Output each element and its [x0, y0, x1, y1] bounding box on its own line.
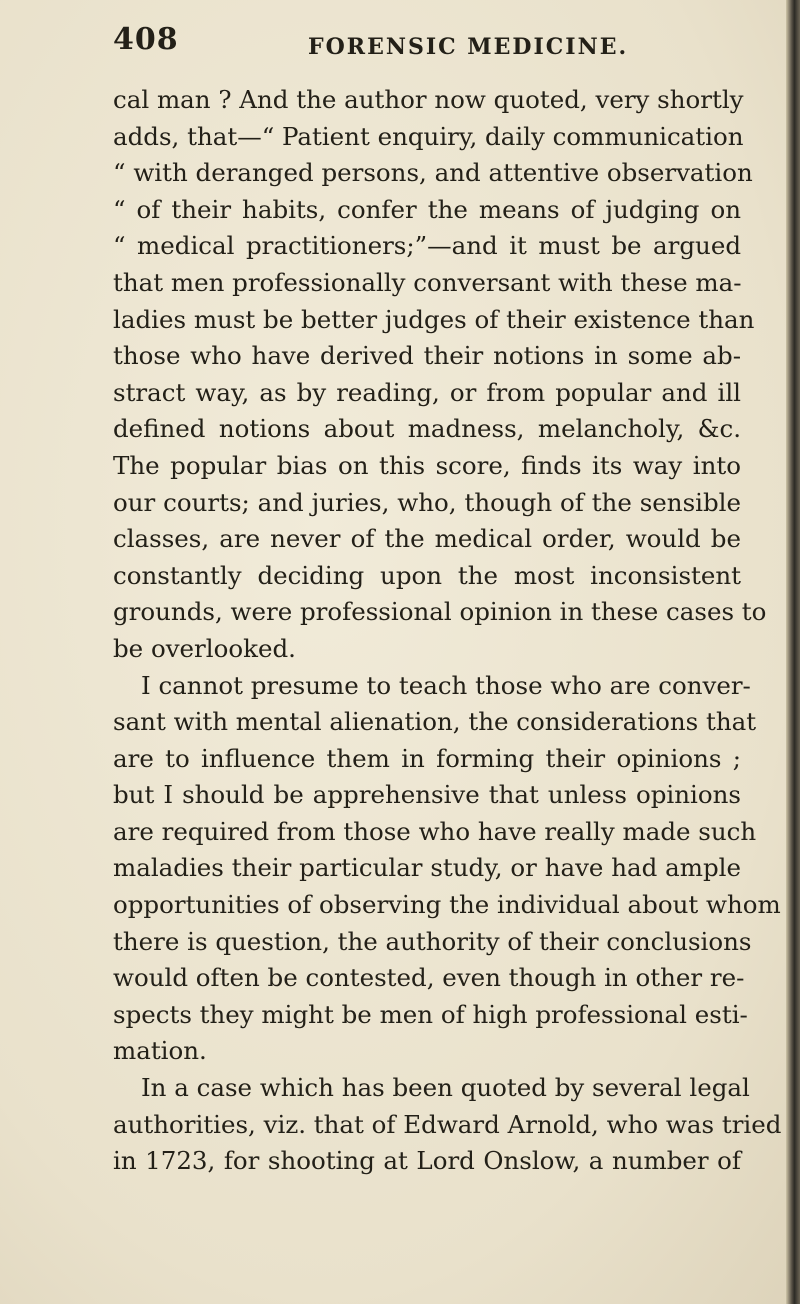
text-line: “ medical practitioners;”—and it must be argued	[113, 231, 741, 261]
text-line: “ of their habits, confer the means of judging on	[113, 194, 741, 224]
page-number: 408	[113, 22, 179, 57]
text-line: constantly deciding upon the most inconsistent	[113, 560, 741, 590]
text-line: mation.	[113, 1036, 207, 1066]
text-line: are required from those who have really made such	[113, 816, 757, 846]
page-edge	[786, 0, 800, 1304]
text-line: our courts; and juries, who, though of the sensible	[113, 487, 741, 517]
body-text	[113, 82, 782, 1180]
text-line: would often be contested, even though in other re-	[113, 963, 745, 993]
text-line: sant with mental alienation, the considerations that	[113, 707, 757, 737]
text-line: that men professionally conversant with these ma-	[113, 267, 742, 297]
text-line: The popular bias on this score, finds its way into	[113, 450, 741, 480]
text-line: there is question, the authority of their conclusions	[113, 926, 752, 956]
text-line: defined notions about madness, melancholy, &c.	[113, 414, 741, 444]
text-line: classes, are never of the medical order, would be	[113, 524, 741, 554]
text-line: those who have derived their notions in some ab-	[113, 341, 741, 371]
text-line: spects they might be men of high professional esti-	[113, 999, 748, 1029]
running-head: FORENSIC MEDICINE.	[308, 34, 629, 60]
text-line: in 1723, for shooting at Lord Onslow, a number of	[113, 1146, 741, 1176]
text-line: be overlooked.	[113, 633, 296, 663]
text-line: but I should be apprehensive that unless opinions	[113, 780, 741, 810]
text-line: are to influence them in forming their opinions ;	[113, 743, 741, 773]
text-line: authorities, viz. that of Edward Arnold, who was tried	[113, 1109, 782, 1139]
text-line: maladies their particular study, or have had ample	[113, 853, 741, 883]
text-line: opportunities of observing the individual about whom	[113, 890, 781, 920]
text-line: adds, that—“ Patient enquiry, daily communication	[113, 121, 744, 151]
text-line: ladies must be better judges of their existence than	[113, 304, 755, 334]
text-line: stract way, as by reading, or from popular and ill	[113, 377, 741, 407]
text-line: In a case which has been quoted by several legal	[141, 1073, 750, 1103]
text-line: grounds, were professional opinion in these cases to	[113, 597, 767, 627]
text-line: “ with deranged persons, and attentive observation	[113, 158, 753, 188]
text-line: cal man ? And the author now quoted, very shortly	[113, 85, 744, 114]
text-line: I cannot presume to teach those who are conver-	[141, 670, 751, 700]
